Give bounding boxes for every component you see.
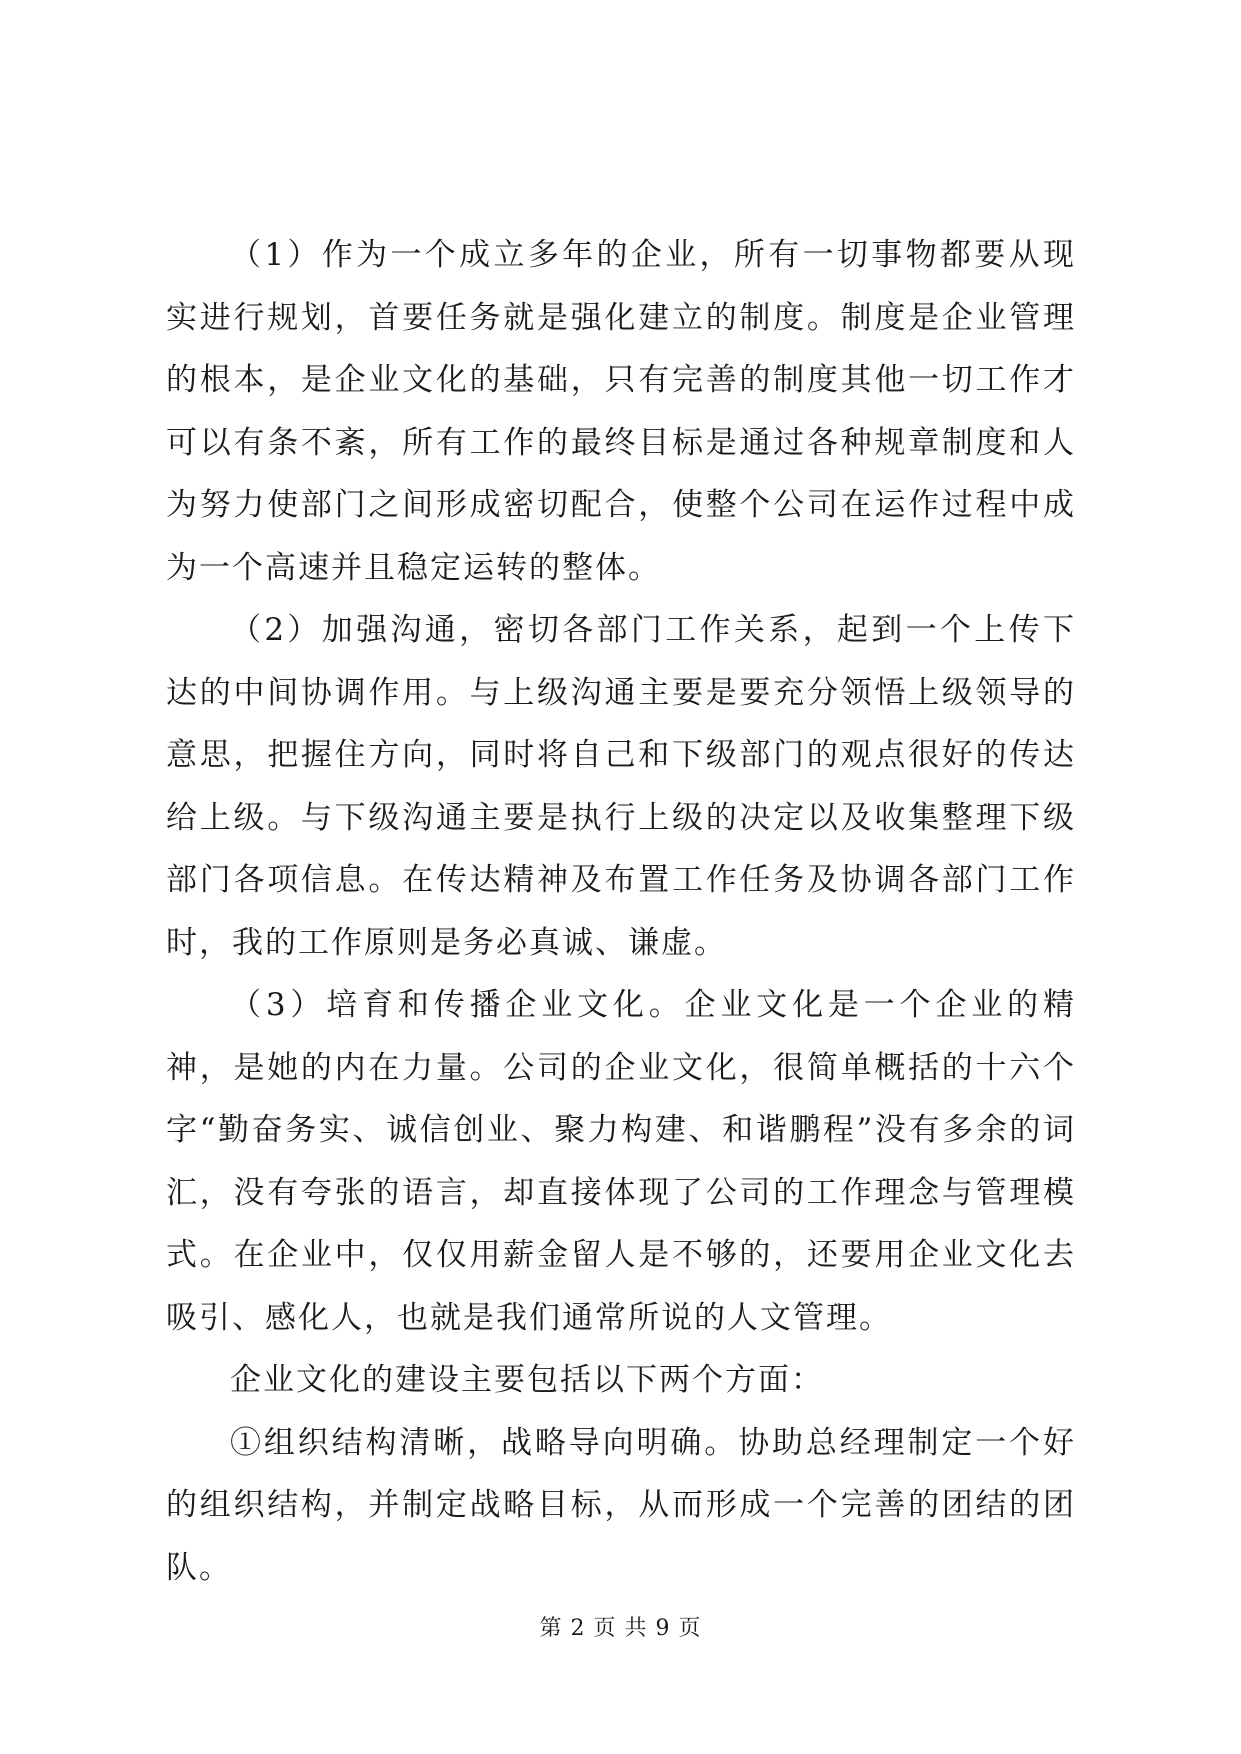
paragraph-3: （3）培育和传播企业文化。企业文化是一个企业的精神，是她的内在力量。公司的企业文化，很简单概括的十六个字“勤奋务实、诚信创业、聚力构建、和谐鹏程”没有多余的词汇，没有夸张的语言，却直接体现了公司的工作理念与管理模式。在企业中，仅仅用薪金留人是不够的，还要用企业文化去吸引、感化人，也就是我们通常所说的人文管理。: [166, 987, 1076, 1336]
paragraph-2: （2）加强沟通，密切各部门工作关系，起到一个上传下达的中间协调作用。与上级沟通主要是要充分领悟上级领导的意思，把握住方向，同时将自己和下级部门的观点很好的传达给上级。与下级沟通主要是执行上级的决定以及收集整理下级部门各项信息。在传达精神及布置工作任务及协调各部门工作时，我的工作原则是务必真诚、谦虚。: [166, 612, 1076, 961]
page-number: 第 2 页 共 9 页: [539, 1616, 702, 1641]
page-footer: [0, 1614, 1241, 1644]
document-body: [166, 224, 1076, 1599]
paragraph-5: ①组织结构清晰，战略导向明确。协助总经理制定一个好的组织结构，并制定战略目标，从而形成一个完善的团结的团队。: [166, 1424, 1076, 1586]
paragraph-4: 企业文化的建设主要包括以下两个方面：: [230, 1362, 824, 1398]
paragraph-1: （1）作为一个成立多年的企业，所有一切事物都要从现实进行规划，首要任务就是强化建立的制度。制度是企业管理的根本，是企业文化的基础，只有完善的制度其他一切工作才可以有条不紊，所有工作的最终目标是通过各种规章制度和人为努力使部门之间形成密切配合，使整个公司在运作过程中成为一个高速并且稳定运转的整体。: [166, 237, 1076, 586]
